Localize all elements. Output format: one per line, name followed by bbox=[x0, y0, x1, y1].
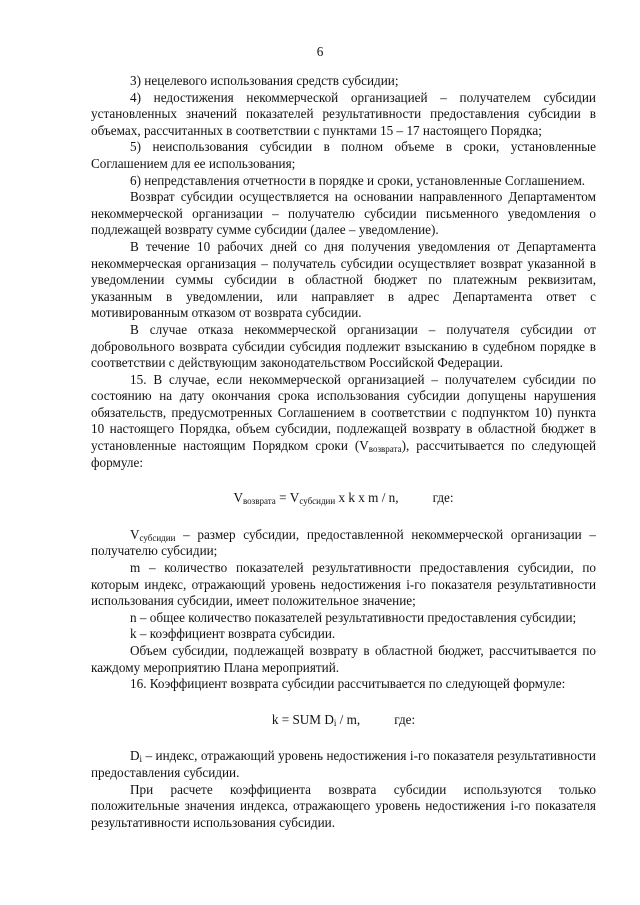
text: ), рассчитывается по следующей формуле: bbox=[91, 438, 597, 470]
text: – индекс, отражающий уровень недостижения i-го показателя результативности предоставления субсидии. bbox=[91, 748, 596, 780]
formula-coefficient bbox=[91, 712, 596, 729]
text: 15. В случае, если некоммерческой организацией – получателем субсидии по состоянию на дату окончания срока использования субсидии допущены нарушения обязательств, предусмотренных Соглашением в соответствии с подпунктом 10) пункта 10 настоящего Порядка, объем субсидии, подлежащей возврату в областной бюджет в установленные настоящим Порядком сроки (V bbox=[91, 371, 596, 454]
paragraph: В течение 10 рабочих дней со дня получения уведомления от Департамента некоммерческая организация – получатель субсидии осуществляет возврат указанной в уведомлении суммы субсидии в областной бюджет по платежным реквизитам, указанным в уведомлении, или направляет в адрес Департамента ответ с мотивированным отказом от возврата субсидии. bbox=[91, 238, 596, 321]
formula-part: V bbox=[233, 490, 243, 506]
page-number: 6 bbox=[316, 44, 324, 59]
paragraph-item-16: 16. Коэффициент возврата субсидии рассчитывается по следующей формуле: bbox=[130, 676, 566, 692]
paragraph: 3) нецелевого использования средств субсидии; bbox=[130, 73, 399, 88]
paragraph: 6) непредставления отчетности в порядке и сроки, установленные Соглашением. bbox=[130, 172, 586, 188]
definition: k – коэффициент возврата субсидии. bbox=[130, 626, 336, 642]
symbol: V bbox=[130, 526, 140, 542]
text: – размер субсидии, предоставленной некоммерческой организации – получателю субсидии; bbox=[91, 526, 596, 559]
subscript: возврата bbox=[368, 444, 402, 455]
subscript: i bbox=[333, 717, 337, 728]
subscript: субсидии bbox=[299, 496, 336, 507]
formula-volume bbox=[91, 490, 596, 507]
formula-part: x k x m / n, bbox=[335, 490, 399, 506]
formula-part: / m, bbox=[336, 711, 361, 727]
paragraph: При расчете коэффициента возврата субсидии используются только положительные значения индекса, отражающего уровень недостижения i-го показателя результативности использования субсидии. bbox=[91, 781, 596, 830]
definition: n – общее количество показателей результативности предоставления субсидии; bbox=[130, 609, 577, 625]
paragraph: 5) неиспользования субсидии в полном объеме в сроки, установленные Соглашением для ее использования; bbox=[91, 139, 596, 171]
subscript: субсидии bbox=[139, 532, 176, 543]
paragraph: В случае отказа некоммерческой организации – получателя субсидии от добровольного возврата субсидии субсидия подлежит взысканию в судебном порядке в соответствии с действующим законодательством Российской Федерации. bbox=[91, 321, 596, 371]
formula-part: = V bbox=[275, 490, 300, 506]
symbol: D bbox=[130, 748, 140, 764]
definition bbox=[91, 748, 596, 781]
subscript: i bbox=[139, 754, 143, 765]
definition: m – количество показателей результативности предоставления субсидии, по которым индекс, отражающий уровень недостижения i-го показателя результативности использования субсидии, имеет положительное значение; bbox=[91, 560, 596, 609]
subscript: возврата bbox=[242, 496, 276, 507]
definition bbox=[91, 527, 596, 560]
paragraph: Объем субсидии, подлежащей возврату в областной бюджет, рассчитывается по каждому мероприятию Плана мероприятий. bbox=[91, 643, 596, 675]
formula-part: k = SUM D bbox=[271, 711, 334, 727]
document-body bbox=[91, 73, 596, 831]
formula-where: где: bbox=[394, 711, 416, 727]
paragraph-item-15 bbox=[91, 372, 596, 472]
paragraph: Возврат субсидии осуществляется на основании направленного Департаментом некоммерческой организации – получателю субсидии письменного уведомления о подлежащей возврату сумме субсидии (далее – уведомление). bbox=[91, 189, 596, 238]
paragraph: 4) недостижения некоммерческой организацией – получателем субсидии установленных значений показателей результативности предоставления субсидии в объемах, рассчитанных в соответствии с пунктами 15 – 17 настоящего Порядка; bbox=[91, 89, 596, 138]
formula-where: где: bbox=[432, 490, 454, 506]
